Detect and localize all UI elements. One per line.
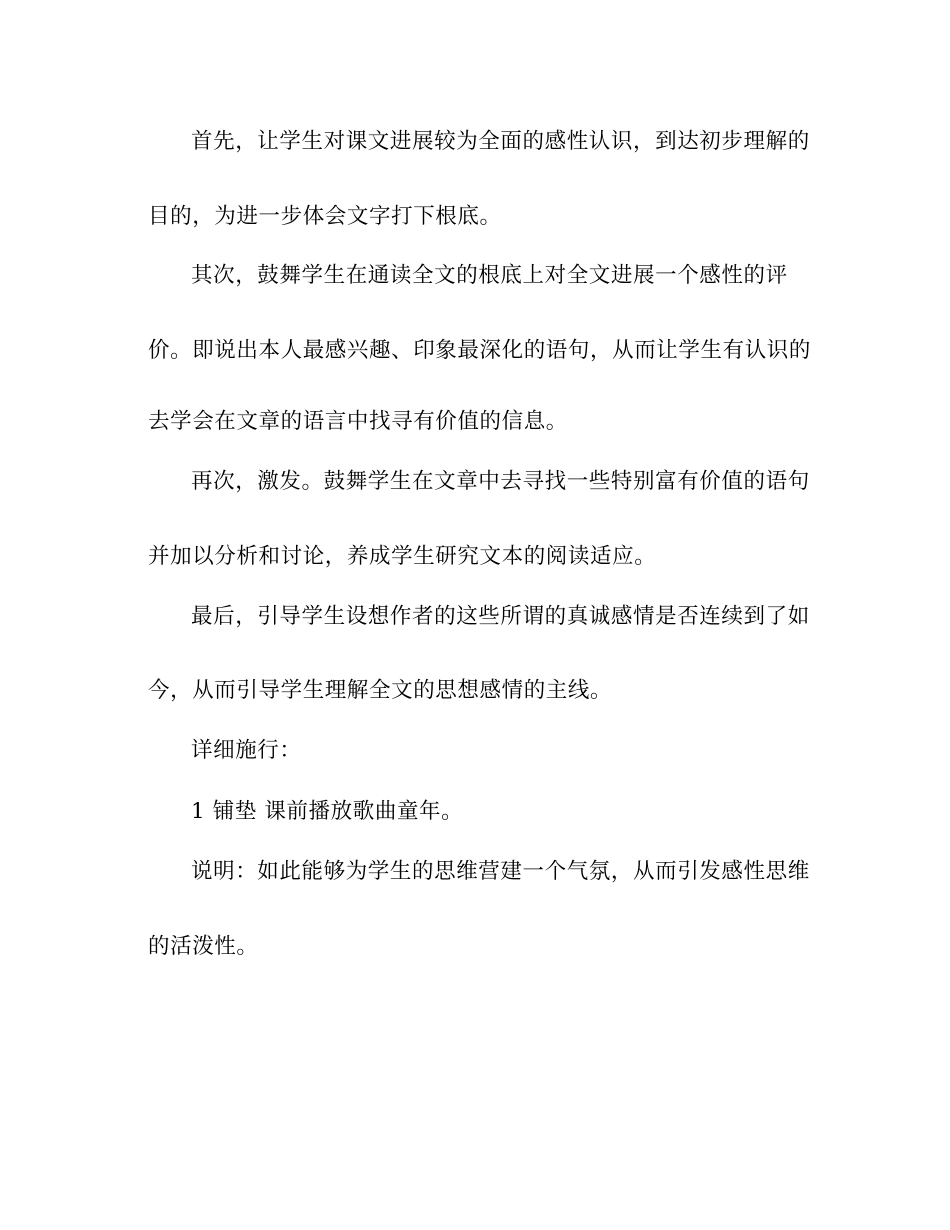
text-line: 并加以分析和讨论，养成学生研究文本的阅读适应。 [148, 544, 657, 569]
text-line: 再次，激发。鼓舞学生在文章中去寻找一些特别富有价值的语句 [191, 469, 810, 494]
text-line: 最后，引导学生设想作者的这些所谓的真诚感情是否连续到了如 [191, 604, 810, 629]
text-line: 价。即说出本人最感兴趣、印象最深化的语句，从而让学生有认识的 [148, 338, 812, 363]
text-line: 说明：如此能够为学生的思维营建一个气氛，从而引发感性思维 [191, 859, 810, 884]
text-line: 目的，为进一步体会文字打下根底。 [148, 204, 502, 229]
text-line: 1 铺垫 课前播放歌曲童年。 [191, 799, 464, 824]
text-line: 详细施行： [191, 738, 302, 763]
text-line: 首先，让学生对课文进展较为全面的感性认识，到达初步理解的 [191, 129, 810, 154]
text-line: 的活泼性。 [148, 934, 259, 959]
text-line: 今，从而引导学生理解全文的思想感情的主线。 [148, 678, 613, 703]
text-line: 其次，鼓舞学生在通读全文的根底上对全文进展一个感性的评 [191, 263, 788, 288]
text-line: 去学会在文章的语言中找寻有价值的信息。 [148, 409, 568, 434]
